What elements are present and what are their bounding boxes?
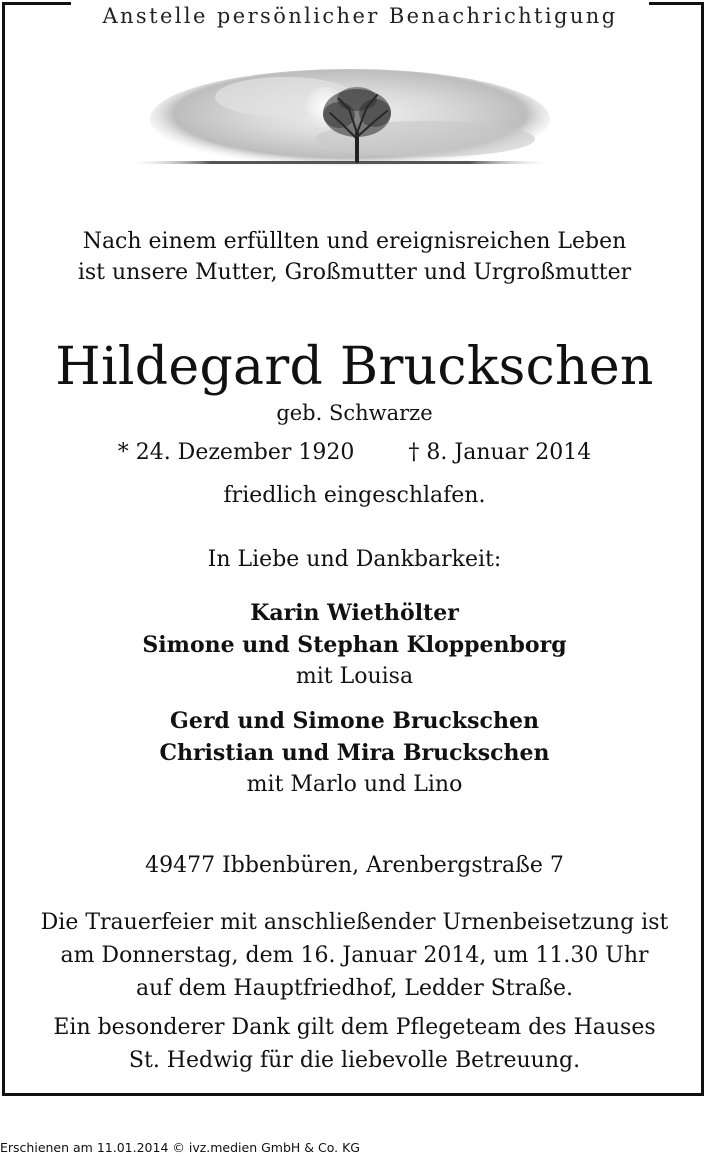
intro-line: ist unsere Mutter, Großmutter und Urgroßmutter [77,260,632,285]
family-children: mit Louisa [295,664,414,689]
funeral-line: am Donnerstag, dem 16. Januar 2014, um 11.30 Uhr [60,943,649,968]
funeral-info [0,906,709,1005]
family-name: Christian und Mira Bruckschen [159,740,550,766]
funeral-line: Die Trauerfeier mit anschließender Urnenbeisetzung ist [40,910,669,935]
family-name: Karin Wiethölter [250,600,459,626]
family-name: Simone und Stephan Kloppenborg [142,632,567,658]
thanks-care [0,1011,709,1077]
death-date: † 8. Januar 2014 [408,440,592,465]
address: 49477 Ibbenbüren, Arenbergstraße 7 [145,853,564,878]
family-group-2 [0,705,709,801]
header-notice: Anstelle persönlicher Benachrichtigung [71,1,649,31]
life-dates [0,437,709,469]
family-name: Gerd und Simone Bruckschen [170,708,539,734]
family-children: mit Marlo und Lino [246,772,463,797]
publication-footer: Erschienen am 11.01.2014 © ivz.medien GmbH & Co. KG [0,1140,360,1155]
funeral-line: auf dem Hauptfriedhof, Ledder Straße. [136,976,573,1001]
tree-landscape-icon [125,67,555,179]
thanks-care-line: St. Hedwig für die liebevolle Betreuung. [128,1048,581,1073]
passed-text: friedlich eingeschlafen. [223,483,486,508]
family-group-1 [0,597,709,693]
intro-line: Nach einem erfüllten und ereignisreichen Leben [82,229,627,254]
intro-text [0,226,709,288]
deceased-name: Hildegard Bruckschen [55,337,654,397]
thanks-text: In Liebe und Dankbarkeit: [207,547,502,572]
thanks-care-line: Ein besonderer Dank gilt dem Pflegeteam des Hauses [53,1015,656,1040]
birth-date: * 24. Dezember 1920 [117,440,355,465]
maiden-name: geb. Schwarze [276,401,433,425]
